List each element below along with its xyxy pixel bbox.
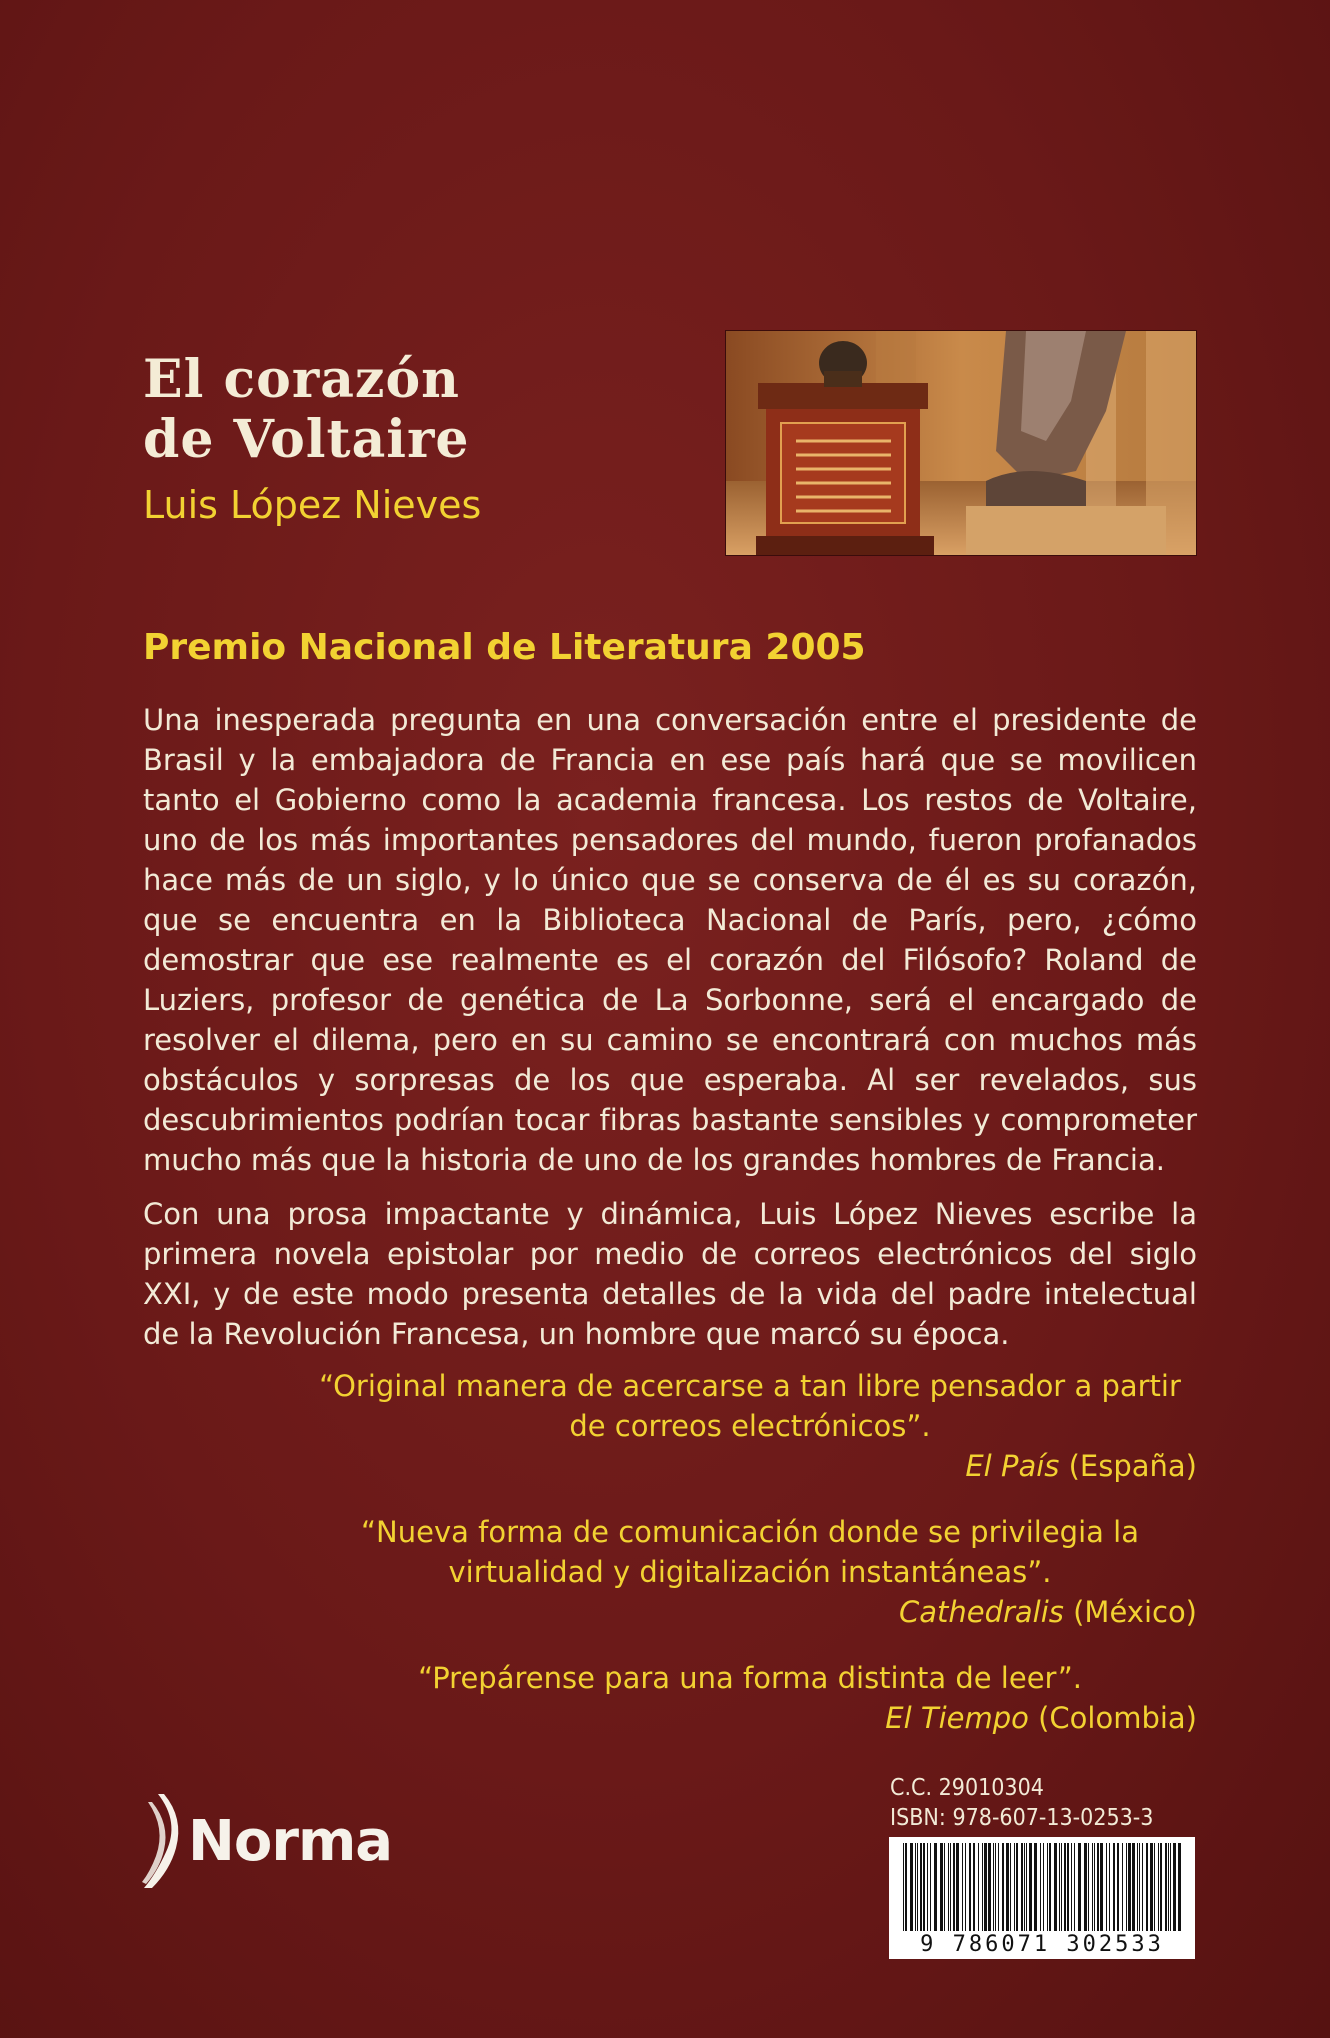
barcode-number: 9 786071 302533 xyxy=(920,1932,1164,1957)
quote-source xyxy=(143,1592,1197,1632)
title-line-2: de Voltaire xyxy=(143,409,470,470)
isbn-barcode xyxy=(889,1837,1195,1959)
catalog-code: C.C. 29010304 xyxy=(890,1775,1044,1801)
press-quotes xyxy=(143,1366,1197,1764)
quote-text: “Original manera de acercarse a tan libre pensador a partir de correos electrónicos”. xyxy=(319,1369,1181,1443)
quote-publication: El País xyxy=(965,1449,1060,1483)
book-title xyxy=(143,350,470,470)
quote-text: “Prepárense para una forma distinta de leer”. xyxy=(418,1661,1082,1695)
quote-country: (México) xyxy=(1073,1595,1197,1629)
publisher-logo xyxy=(140,1792,392,1890)
quote-source xyxy=(143,1698,1197,1738)
quote-publication: El Tiempo xyxy=(885,1701,1029,1735)
quote-text: “Nueva forma de comunicación donde se privilegia la virtualidad y digitalización instantáneas”. xyxy=(361,1515,1139,1589)
award-heading: Premio Nacional de Literatura 2005 xyxy=(143,627,866,668)
synopsis-paragraph-2: Con una prosa impactante y dinámica, Luis López Nieves escribe la primera novela epistolar por medio de correos electrónicos del siglo XXI, y de este modo presenta detalles de la vida del padre intelectual de la Revolución Francesa, un hombre que marcó su época. xyxy=(143,1197,1197,1351)
norma-wave-icon xyxy=(140,1792,192,1890)
synopsis-paragraph-1: Una inesperada pregunta en una conversación entre el presidente de Brasil y la embajadora de Francia en ese país hará que se movilicen tanto el Gobierno como la academia francesa. Los restos de Voltaire, uno de los más importantes pensadores del mundo, fueron profanados hace más de un siglo, y lo único que se conserva de él es su corazón, que se encuentra en la Biblioteca Nacional de París, pero, ¿cómo demostrar que ese realmente es el corazón del Filósofo? Roland de Luziers, profesor de genética de La Sorbonne, será el encargado de resolver el dilema, pero en su camino se encontrará con muchos más obstáculos y sorpresas de los que esperaba. Al ser revelados, sus descubrimientos podrían tocar fibras bastante sensibles y comprometer mucho más que la historia de uno de los grandes hombres de Francia. xyxy=(143,703,1197,1177)
photo-illustration xyxy=(726,331,1196,555)
author-name: Luis López Nieves xyxy=(143,483,482,527)
isbn-code: ISBN: 978-607-13-0253-3 xyxy=(890,1805,1154,1831)
quote-source xyxy=(143,1446,1197,1486)
publisher-name: Norma xyxy=(188,1808,393,1874)
press-quote xyxy=(143,1512,1197,1632)
title-line-1: El corazón xyxy=(143,349,460,410)
voltaire-monument-photo xyxy=(725,330,1197,556)
quote-publication: Cathedralis xyxy=(898,1595,1064,1629)
press-quote xyxy=(143,1658,1197,1738)
synopsis xyxy=(143,700,1197,1368)
product-codes xyxy=(890,1773,1153,1833)
quote-country: (Colombia) xyxy=(1038,1701,1197,1735)
quote-country: (España) xyxy=(1068,1449,1197,1483)
press-quote xyxy=(143,1366,1197,1486)
